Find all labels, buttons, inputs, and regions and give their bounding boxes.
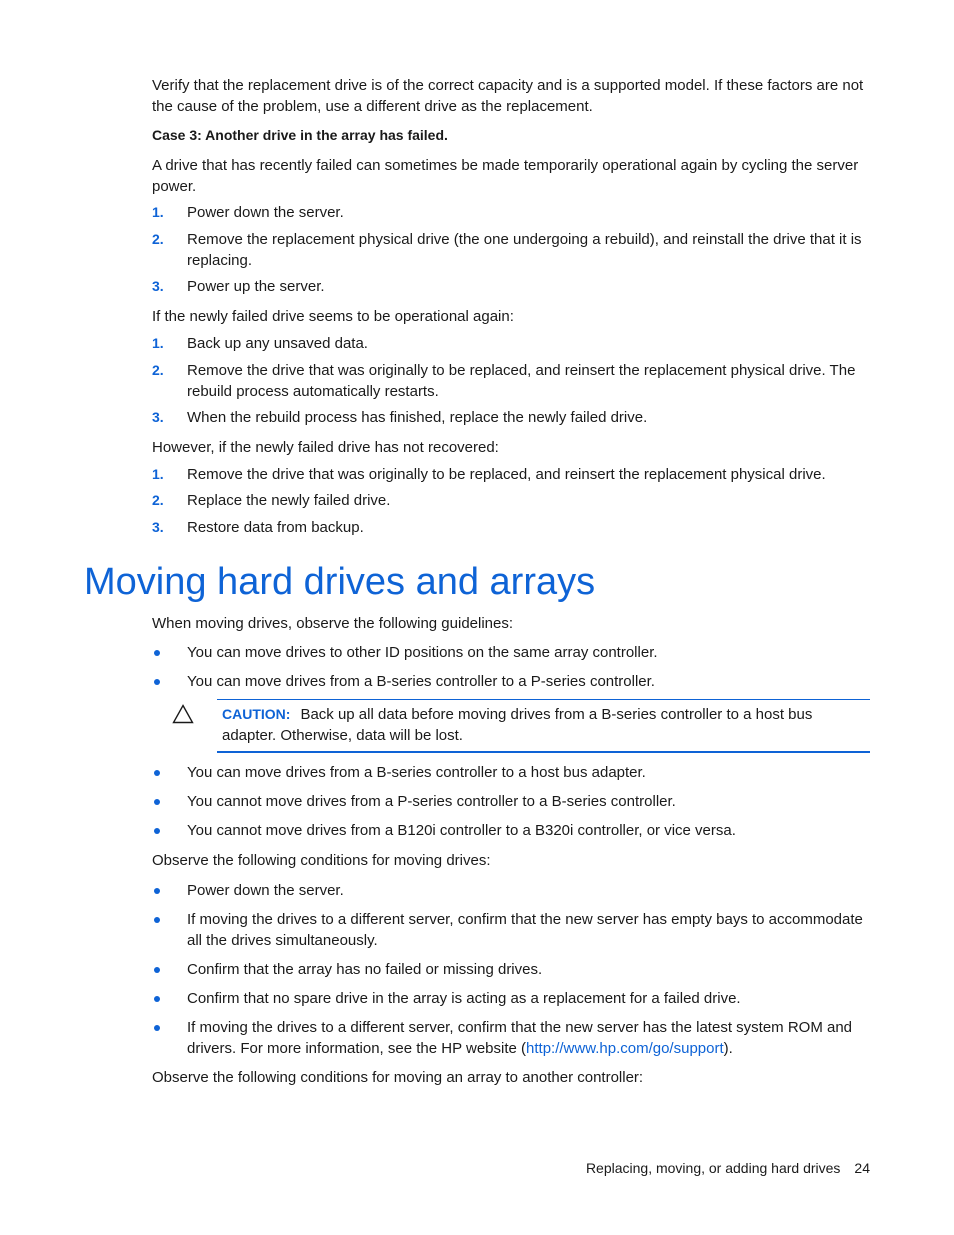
- list-item-text: Power up the server.: [187, 278, 325, 295]
- list-item-text: When the rebuild process has finished, replace the newly failed drive.: [187, 409, 648, 426]
- operational-paragraph: If the newly failed drive seems to be operational again:: [152, 308, 514, 325]
- not-recovered-paragraph: However, if the newly failed drive has not recovered:: [152, 439, 499, 456]
- list-number: 2.: [152, 362, 164, 378]
- list-item-text: Remove the drive that was originally to be replaced, and reinsert the replacement physical drive. The rebuild process automatically restarts.: [187, 362, 856, 400]
- intro-paragraph: Verify that the replacement drive is of the correct capacity and is a supported model. If these factors are not the cause of the problem, use a different drive as the replacement.: [152, 77, 864, 115]
- list-item-text: Back up any unsaved data.: [187, 335, 368, 352]
- power-cycle-paragraph: A drive that has recently failed can sometimes be made temporarily operational again by cycling the server power.: [152, 157, 859, 195]
- list-item-text: Confirm that the array has no failed or missing drives.: [187, 961, 543, 978]
- page-number: 24: [854, 1160, 870, 1176]
- list-item-text: Remove the replacement physical drive (the one undergoing a rebuild), and reinstall the drive that it is replacing.: [187, 231, 862, 269]
- bullet-icon: [154, 888, 160, 894]
- caution-text: Back up all data before moving drives from a B-series controller to a host bus adapter. Otherwise, data will be lost.: [222, 706, 813, 744]
- section-title: Moving hard drives and arrays: [84, 561, 596, 603]
- list-item-text: Power down the server.: [187, 882, 344, 899]
- caution-body: [222, 704, 867, 746]
- list-number: 1.: [152, 466, 164, 482]
- list-item-text: If moving the drives to a different server, confirm that the new server has empty bays to accommodate all the drives simultaneously.: [187, 911, 863, 949]
- page-footer: [560, 1158, 870, 1178]
- bullet-icon: [154, 967, 160, 973]
- bullet-icon: [154, 996, 160, 1002]
- case3-heading: Case 3: Another drive in the array has failed.: [152, 127, 448, 143]
- list-number: 3.: [152, 519, 164, 535]
- list-number: 3.: [152, 278, 164, 294]
- list-item-text: Replace the newly failed drive.: [187, 492, 391, 509]
- list-item-text: You can move drives from a B-series controller to a P-series controller.: [187, 673, 655, 690]
- bullet-icon: [154, 917, 160, 923]
- list-item-text: You can move drives to other ID positions on the same array controller.: [187, 644, 658, 661]
- caution-box: [217, 699, 870, 753]
- caution-label: CAUTION:: [222, 706, 291, 722]
- warning-triangle-icon: [172, 704, 194, 724]
- array-conditions-paragraph: Observe the following conditions for moving an array to another controller:: [152, 1069, 644, 1086]
- list-number: 1.: [152, 204, 164, 220]
- footer-section-title: Replacing, moving, or adding hard drives: [585, 1160, 841, 1176]
- list-item-text: Confirm that no spare drive in the array is acting as a replacement for a failed drive.: [187, 990, 741, 1007]
- list-item-text: Power down the server.: [187, 204, 344, 221]
- list-number: 2.: [152, 231, 164, 247]
- bullet-icon: [154, 679, 160, 685]
- hp-support-link[interactable]: http://www.hp.com/go/support: [526, 1040, 724, 1057]
- conditions-paragraph: Observe the following conditions for moving drives:: [152, 852, 491, 869]
- list-number: 2.: [152, 492, 164, 508]
- support-text-after: ).: [723, 1040, 733, 1057]
- bullet-icon: [154, 828, 160, 834]
- list-item-text: You can move drives from a B-series controller to a host bus adapter.: [187, 764, 646, 781]
- list-item-text: Restore data from backup.: [187, 519, 364, 536]
- list-item-text: Remove the drive that was originally to be replaced, and reinsert the replacement physical drive.: [187, 466, 826, 483]
- list-item-text: You cannot move drives from a P-series controller to a B-series controller.: [187, 793, 676, 810]
- support-text-before: If moving the drives to a different server, confirm that the new server has the latest system ROM and drivers. For more information, see the HP website (: [187, 1019, 853, 1057]
- list-number: 3.: [152, 409, 164, 425]
- list-number: 1.: [152, 335, 164, 351]
- bullet-icon: [154, 1025, 160, 1031]
- bullet-icon: [154, 799, 160, 805]
- bullet-icon: [154, 770, 160, 776]
- section-intro: When moving drives, observe the following guidelines:: [152, 615, 514, 632]
- list-item-text: You cannot move drives from a B120i controller to a B320i controller, or vice versa.: [187, 822, 736, 839]
- list-item-text: [187, 1017, 870, 1059]
- bullet-icon: [154, 650, 160, 656]
